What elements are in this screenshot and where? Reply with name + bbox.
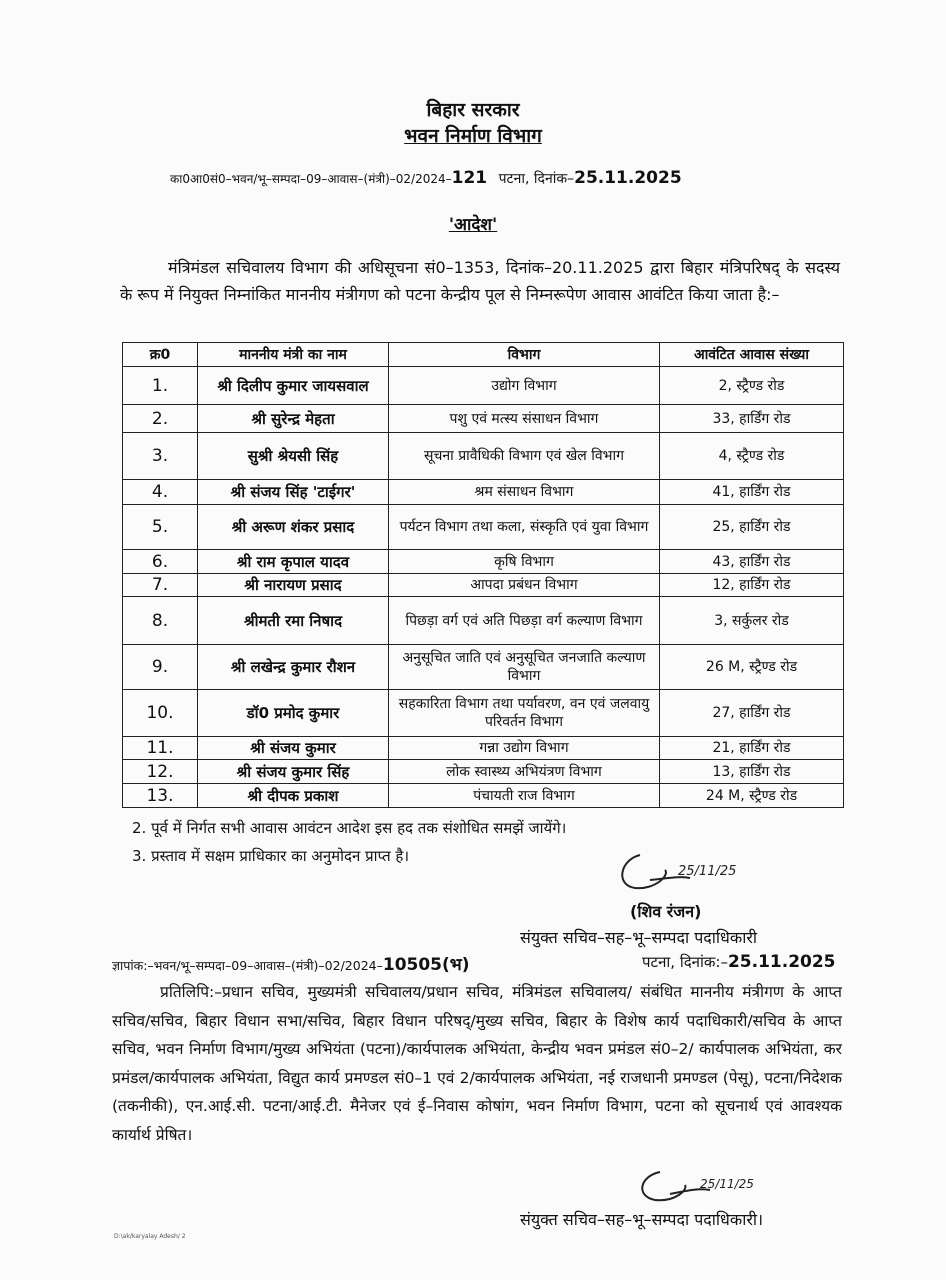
house-cell: 21, हार्डिंग रोड xyxy=(660,737,844,760)
minister-name-cell: सुश्री श्रेयसी सिंह xyxy=(198,433,389,480)
reference-prefix: का0आ0सं0–भवन/भू–सम्पदा–09–आवास–(मंत्री)–02/2024– xyxy=(170,172,452,186)
memo-date: 25.11.2025 xyxy=(727,952,836,972)
allocation-table xyxy=(122,342,844,808)
department-cell: सहकारिता विभाग तथा पर्यावरण, वन एवं जलवायु परिवर्तन विभाग xyxy=(389,690,660,737)
table-row xyxy=(123,405,844,433)
col-header-serial: क्र0 xyxy=(123,343,198,367)
house-cell: 41, हार्डिंग रोड xyxy=(660,480,844,505)
house-cell: 3, सर्कुलर रोड xyxy=(660,597,844,645)
government-name: बिहार सरकार xyxy=(426,99,520,121)
reference-date: 25.11.2025 xyxy=(574,168,682,188)
house-cell: 25, हार्डिंग रोड xyxy=(660,505,844,550)
memo-place-date-label: पटना, दिनांक:– xyxy=(642,953,728,971)
serial-cell: 10. xyxy=(123,690,198,737)
serial-cell: 3. xyxy=(123,433,198,480)
house-cell: 24 M, स्ट्रैण्ड रोड xyxy=(660,784,844,808)
minister-name-cell: श्रीमती रमा निषाद xyxy=(198,597,389,645)
minister-name-cell: श्री सुरेन्द्र मेहता xyxy=(198,405,389,433)
col-header-name: माननीय मंत्री का नाम xyxy=(198,343,389,367)
table-row xyxy=(123,760,844,784)
department-cell: अनुसूचित जाति एवं अनुसूचित जनजाति कल्याण विभाग xyxy=(389,645,660,690)
minister-name-cell: श्री लखेन्द्र कुमार रौशन xyxy=(198,645,389,690)
department-cell: कृषि विभाग xyxy=(389,550,660,574)
serial-cell: 5. xyxy=(123,505,198,550)
department-cell: पिछड़ा वर्ग एवं अति पिछड़ा वर्ग कल्याण विभाग xyxy=(389,597,660,645)
minister-name-cell: श्री अरूण शंकर प्रसाद xyxy=(198,505,389,550)
serial-cell: 1. xyxy=(123,367,198,405)
serial-cell: 2. xyxy=(123,405,198,433)
table-row xyxy=(123,784,844,808)
minister-name-cell: श्री दिलीप कुमार जायसवाल xyxy=(198,367,389,405)
minister-name-cell: श्री नारायण प्रसाद xyxy=(198,574,389,597)
department-cell: उद्योग विभाग xyxy=(389,367,660,405)
signatory-designation-2: संयुक्त सचिव–सह–भू–सम्पदा पदाधिकारी। xyxy=(520,1210,764,1229)
department-cell: पर्यटन विभाग तथा कला, संस्कृति एवं युवा विभाग xyxy=(389,505,660,550)
signature-2 xyxy=(630,1160,780,1210)
col-header-house: आवंटित आवास संख्या xyxy=(660,343,844,367)
minister-name-cell: श्री संजय कुमार xyxy=(198,737,389,760)
memo-line xyxy=(112,952,842,975)
house-cell: 12, हार्डिंग रोड xyxy=(660,574,844,597)
memo-number: 10505(भ) xyxy=(382,955,470,975)
minister-name-cell: श्री राम कृपाल यादव xyxy=(198,550,389,574)
intro-paragraph: मंत्रिमंडल सचिवालय विभाग की अधिसूचना सं0–1353, दिनांक–20.11.2025 द्वारा बिहार मंत्रिपरिषद् के सदस्य के रूप में नियुक्त निम्नांकित माननीय मंत्रीगण को पटना केन्द्रीय पूल से निम्नरूपेण आवास आवंटित किया जाता है:– xyxy=(120,258,840,304)
department-cell: आपदा प्रबंधन विभाग xyxy=(389,574,660,597)
signatory-name: (शिव रंजन) xyxy=(630,902,702,921)
reference-number: 121 xyxy=(451,168,488,188)
memo-prefix: ज्ञापांक:–भवन/भू–सम्पदा–09–आवास–(मंत्री)–02/2024– xyxy=(112,958,383,973)
minister-name-cell: डॉ0 प्रमोद कुमार xyxy=(198,690,389,737)
table-row xyxy=(123,433,844,480)
department-name xyxy=(0,122,946,148)
department-cell: श्रम संसाधन विभाग xyxy=(389,480,660,505)
minister-name-cell: श्री संजय सिंह 'टाईगर' xyxy=(198,480,389,505)
table-row xyxy=(123,574,844,597)
department-cell: पंचायती राज विभाग xyxy=(389,784,660,808)
serial-cell: 12. xyxy=(123,760,198,784)
house-cell: 33, हार्डिंग रोड xyxy=(660,405,844,433)
serial-cell: 4. xyxy=(123,480,198,505)
department-cell: लोक स्वास्थ्य अभियंत्रण विभाग xyxy=(389,760,660,784)
order-title-text: 'आदेश' xyxy=(448,215,498,235)
reference-place-date-label: पटना, दिनांक– xyxy=(498,171,575,187)
signature-2-date: 25/11/25 xyxy=(700,1177,754,1191)
memo-place-date xyxy=(642,952,836,972)
house-cell: 4, स्ट्रैण्ड रोड xyxy=(660,433,844,480)
serial-cell: 7. xyxy=(123,574,198,597)
minister-name-cell: श्री दीपक प्रकाश xyxy=(198,784,389,808)
serial-cell: 11. xyxy=(123,737,198,760)
col-header-department: विभाग xyxy=(389,343,660,367)
table-row xyxy=(123,597,844,645)
house-cell: 26 M, स्ट्रैण्ड रोड xyxy=(660,645,844,690)
signature-1 xyxy=(610,840,760,900)
signature-date: 25/11/25 xyxy=(678,864,737,879)
signatory-designation: संयुक्त सचिव–सह–भू–सम्पदा पदाधिकारी xyxy=(520,928,758,947)
table-row xyxy=(123,690,844,737)
department-cell: पशु एवं मत्स्य संसाधन विभाग xyxy=(389,405,660,433)
table-row xyxy=(123,505,844,550)
minister-name-cell: श्री संजय कुमार सिंह xyxy=(198,760,389,784)
serial-cell: 9. xyxy=(123,645,198,690)
table-row xyxy=(123,737,844,760)
table-row xyxy=(123,367,844,405)
department-text: भवन निर्माण विभाग xyxy=(404,125,542,147)
house-cell: 2, स्ट्रैण्ड रोड xyxy=(660,367,844,405)
footer-file-path: D:\ak/karyalay Adesh/ 2 xyxy=(114,1233,186,1240)
table-row xyxy=(123,645,844,690)
serial-cell: 6. xyxy=(123,550,198,574)
table-row xyxy=(123,480,844,505)
table-header-row xyxy=(123,343,844,367)
point-2: 2. पूर्व में निर्गत सभी आवास आवंटन आदेश इस हद तक संशोधित समझें जायेंगे। xyxy=(132,819,567,837)
copy-to-paragraph: प्रतिलिपि:–प्रधान सचिव, मुख्यमंत्री सचिवालय/प्रधान सचिव, मंत्रिमंडल सचिवालय/ संबंधित माननीय मंत्रीगण के आप्त सचिव/सचिव, बिहार विधान सभा/सचिव, बिहार विधान परिषद्/मुख्य सचिव, बिहार के विशेष कार्य पदाधिकारी/सचिव के आप्त सचिव, भवन निर्माण विभाग/मुख्य अभियंता (पटना)/कार्यपालक अभियंता, केन्द्रीय भवन प्रमंडल सं0–2/ कार्यपालक अभियंता, कर प्रमंडल/कार्यपालक अभियंता, विद्युत कार्य प्रमण्डल सं0–1 एवं 2/कार्यपालक अभियंता, नई राजधानी प्रमण्डल (पेसू), पटना/निदेशक (तकनीकी), एन.आई.सी. पटना/आई.टी. मैनेजर एवं ई–निवास कोषांग, भवन निर्माण विभाग, पटना को सूचनार्थ एवं आवश्यक कार्यार्थ प्रेषित। xyxy=(112,983,842,1144)
point-3: 3. प्रस्ताव में सक्षम प्राधिकार का अनुमोदन प्राप्त है। xyxy=(132,847,410,865)
reference-line xyxy=(170,168,682,188)
house-cell: 27, हार्डिंग रोड xyxy=(660,690,844,737)
serial-cell: 13. xyxy=(123,784,198,808)
serial-cell: 8. xyxy=(123,597,198,645)
department-cell: सूचना प्रावैधिकी विभाग एवं खेल विभाग xyxy=(389,433,660,480)
department-cell: गन्ना उद्योग विभाग xyxy=(389,737,660,760)
house-cell: 13, हार्डिंग रोड xyxy=(660,760,844,784)
table-row xyxy=(123,550,844,574)
order-title xyxy=(0,212,946,235)
house-cell: 43, हार्डिंग रोड xyxy=(660,550,844,574)
